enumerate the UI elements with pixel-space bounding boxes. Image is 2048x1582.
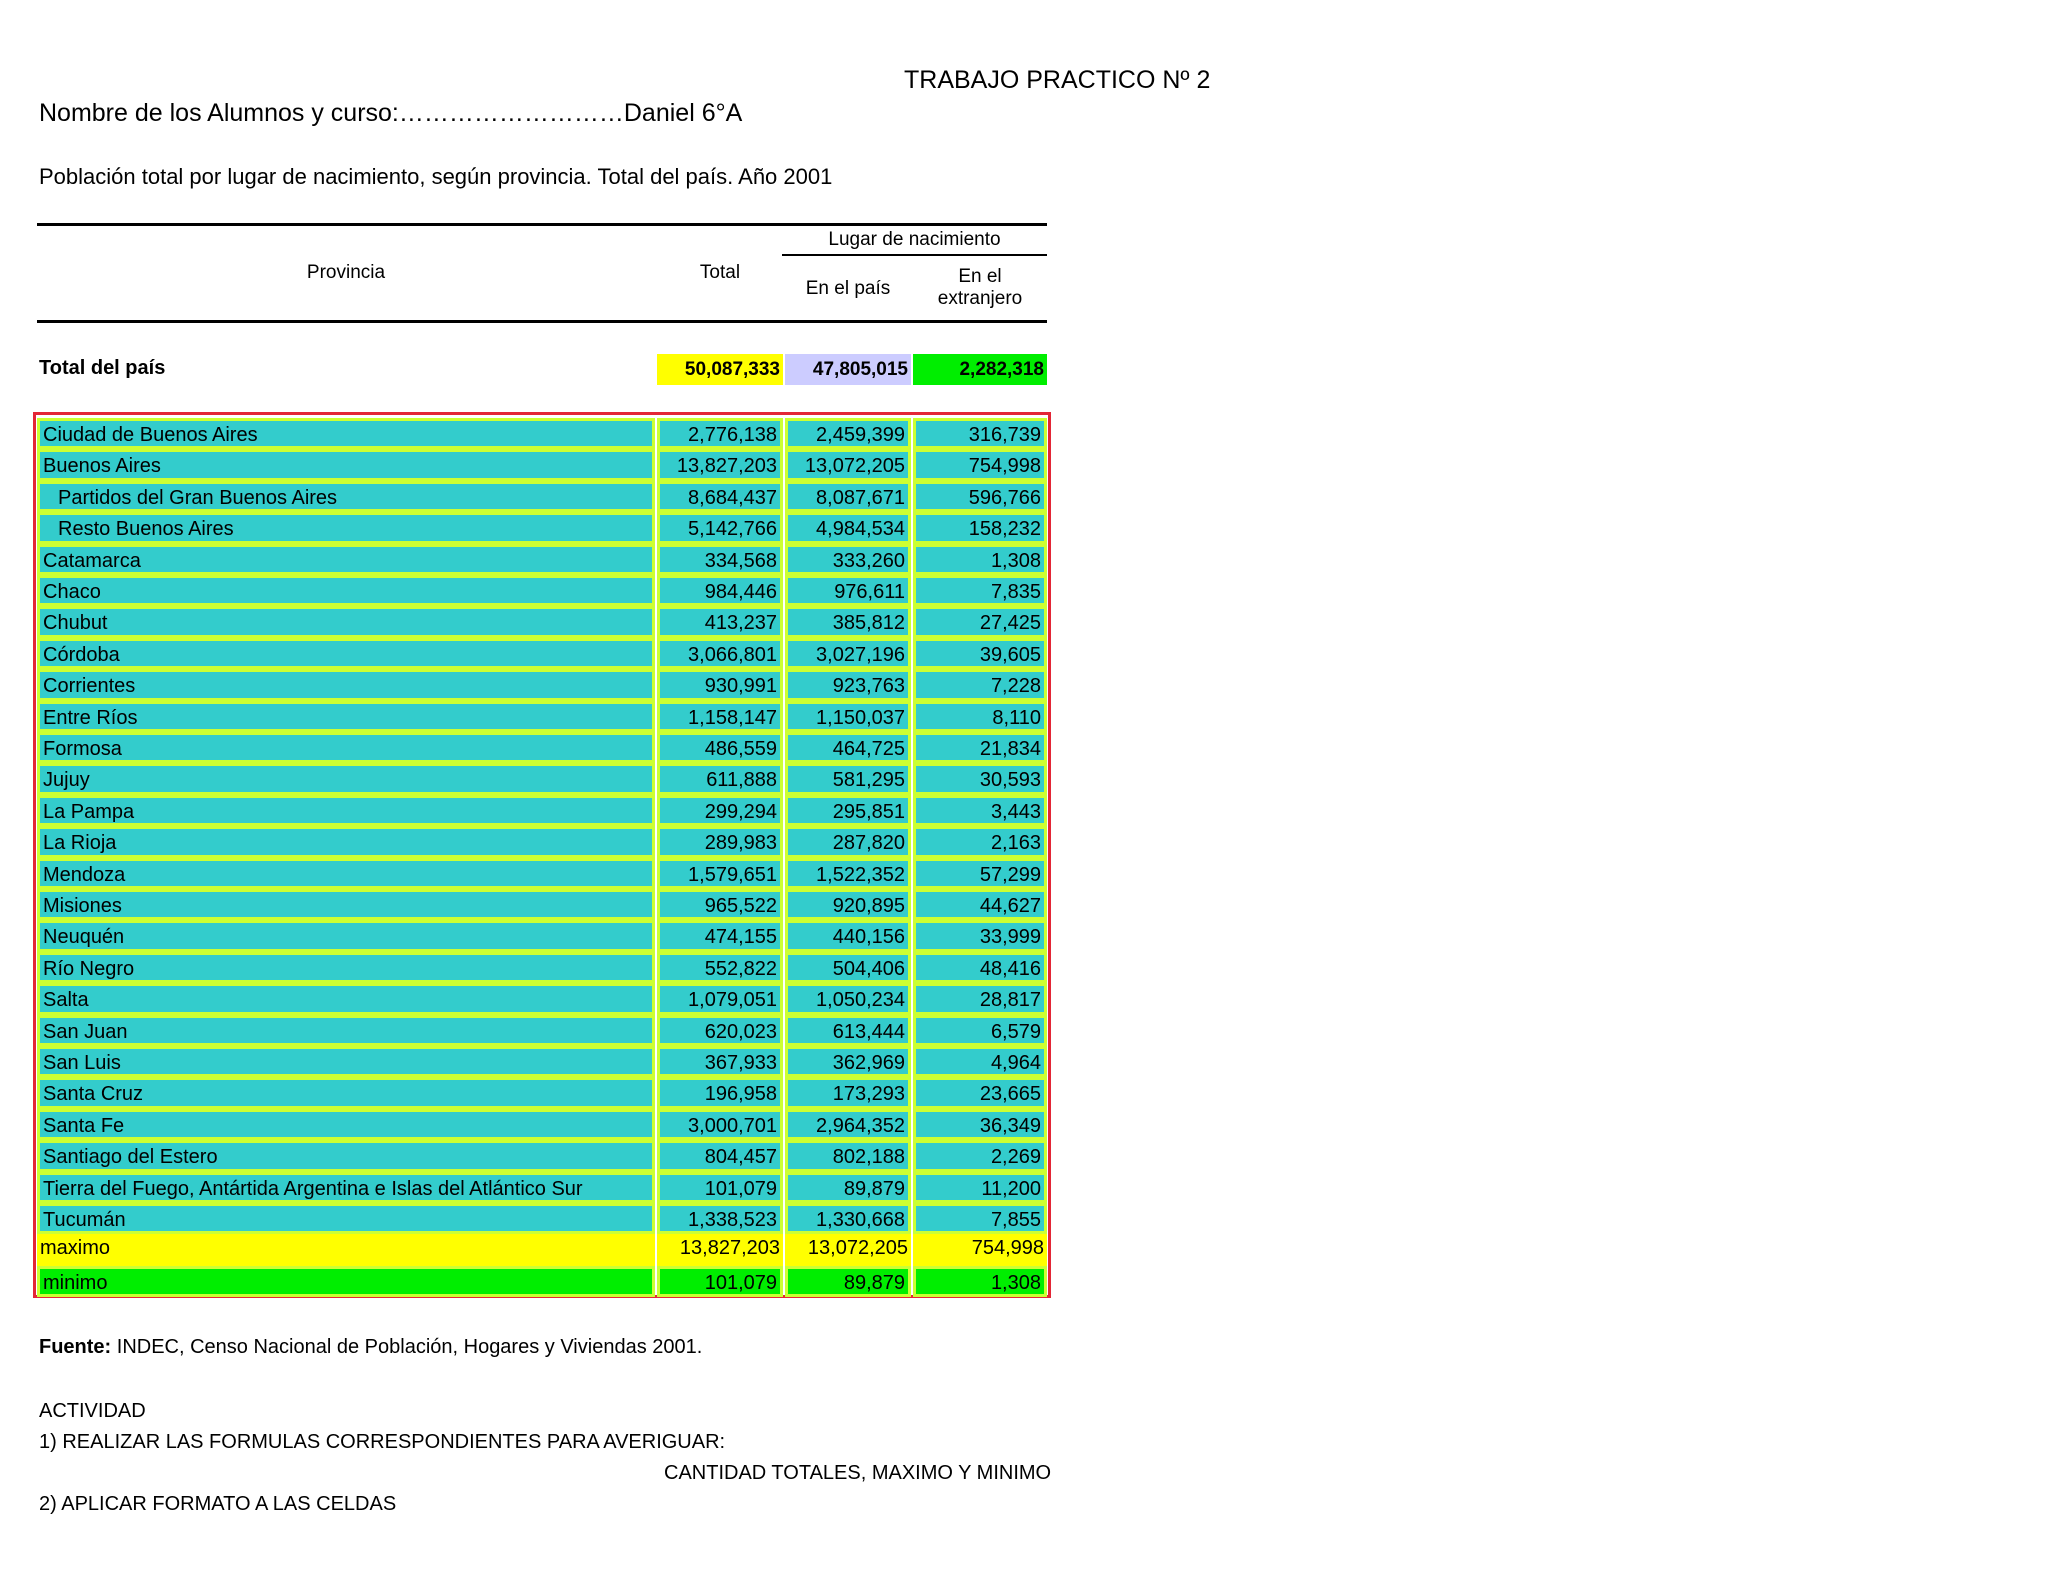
total-cell[interactable]: 413,237 <box>657 606 783 637</box>
table-row <box>37 512 1047 543</box>
table-row <box>37 418 1047 449</box>
total-cell-total[interactable]: 50,087,333 <box>657 354 783 385</box>
header-group-rule <box>782 254 1047 256</box>
column-header-en-el-pais: En el país <box>805 278 891 299</box>
total-cell[interactable]: 1,579,651 <box>657 858 783 889</box>
province-cell[interactable]: Neuquén <box>37 920 655 951</box>
province-cell[interactable]: Catamarca <box>37 544 655 575</box>
extranjero-cell[interactable]: 7,835 <box>913 575 1047 606</box>
province-cell[interactable]: Formosa <box>37 732 655 763</box>
table-row <box>37 606 1047 637</box>
activity-item-1: 1) REALIZAR LAS FORMULAS CORRESPONDIENTES PARA AVERIGUAR: <box>39 1431 726 1453</box>
extranjero-cell[interactable]: 158,232 <box>913 512 1047 543</box>
total-cell[interactable]: 13,827,203 <box>657 1234 783 1265</box>
total-cell[interactable]: 334,568 <box>657 544 783 575</box>
pais-cell[interactable]: 464,725 <box>785 732 911 763</box>
table-row <box>37 858 1047 889</box>
pais-cell[interactable]: 976,611 <box>785 575 911 606</box>
pais-cell[interactable]: 440,156 <box>785 920 911 951</box>
total-cell[interactable]: 930,991 <box>657 669 783 700</box>
extranjero-cell[interactable]: 30,593 <box>913 763 1047 794</box>
table-row <box>37 920 1047 951</box>
pais-cell[interactable]: 2,459,399 <box>785 418 911 449</box>
column-header-extranjero-line1: En el <box>958 266 1002 287</box>
extranjero-cell[interactable]: 11,200 <box>913 1172 1047 1203</box>
pais-cell[interactable]: 2,964,352 <box>785 1109 911 1140</box>
pais-cell[interactable]: 89,879 <box>785 1266 911 1297</box>
province-cell[interactable]: Santiago del Estero <box>37 1140 655 1171</box>
pais-cell[interactable]: 1,050,234 <box>785 983 911 1014</box>
extranjero-cell[interactable]: 6,579 <box>913 1015 1047 1046</box>
pais-cell[interactable]: 920,895 <box>785 889 911 920</box>
total-cell[interactable]: 620,023 <box>657 1015 783 1046</box>
pais-cell[interactable]: 3,027,196 <box>785 638 911 669</box>
extranjero-cell[interactable]: 596,766 <box>913 481 1047 512</box>
extranjero-cell[interactable]: 36,349 <box>913 1109 1047 1140</box>
total-cell[interactable]: 3,066,801 <box>657 638 783 669</box>
extranjero-cell[interactable]: 28,817 <box>913 983 1047 1014</box>
table-row <box>37 1140 1047 1171</box>
table-row <box>37 449 1047 480</box>
total-cell[interactable]: 984,446 <box>657 575 783 606</box>
header-bottom-rule <box>37 320 1047 323</box>
pais-cell[interactable]: 4,984,534 <box>785 512 911 543</box>
extranjero-cell[interactable]: 23,665 <box>913 1077 1047 1108</box>
province-cell[interactable]: Tierra del Fuego, Antártida Argentina e Islas del Atlántico Sur <box>37 1172 655 1203</box>
table-row <box>37 983 1047 1014</box>
table-row <box>37 1077 1047 1108</box>
province-cell[interactable]: Resto Buenos Aires <box>37 512 655 543</box>
table-row <box>37 1203 1047 1234</box>
total-cell[interactable]: 101,079 <box>657 1266 783 1297</box>
table-row <box>37 826 1047 857</box>
total-cell-pais[interactable]: 47,805,015 <box>785 354 911 385</box>
students-name-line: Nombre de los Alumnos y curso:………………………Daniel 6°A <box>39 99 743 127</box>
extranjero-cell[interactable]: 44,627 <box>913 889 1047 920</box>
total-cell[interactable]: 196,958 <box>657 1077 783 1108</box>
extranjero-cell[interactable]: 7,855 <box>913 1203 1047 1234</box>
column-header-provincia: Provincia <box>306 262 386 283</box>
extranjero-cell[interactable]: 27,425 <box>913 606 1047 637</box>
province-cell[interactable]: Chaco <box>37 575 655 606</box>
pais-cell[interactable]: 8,087,671 <box>785 481 911 512</box>
province-cell[interactable]: minimo <box>37 1266 655 1297</box>
extranjero-cell[interactable]: 33,999 <box>913 920 1047 951</box>
pais-cell[interactable]: 13,072,205 <box>785 449 911 480</box>
minimo-row <box>37 1266 1047 1297</box>
total-cell[interactable]: 474,155 <box>657 920 783 951</box>
column-header-extranjero-line2: extranjero <box>937 288 1023 309</box>
extranjero-cell[interactable]: 4,964 <box>913 1046 1047 1077</box>
extranjero-cell[interactable]: 57,299 <box>913 858 1047 889</box>
activity-item-2: 2) APLICAR FORMATO A LAS CELDAS <box>39 1493 397 1515</box>
activity-item-1-detail: CANTIDAD TOTALES, MAXIMO Y MINIMO <box>664 1462 1052 1484</box>
table-row <box>37 1109 1047 1140</box>
pais-cell[interactable]: 89,879 <box>785 1172 911 1203</box>
province-cell[interactable]: Ciudad de Buenos Aires <box>37 418 655 449</box>
extranjero-cell[interactable]: 7,228 <box>913 669 1047 700</box>
pais-cell[interactable]: 362,969 <box>785 1046 911 1077</box>
total-cell[interactable]: 804,457 <box>657 1140 783 1171</box>
pais-cell[interactable]: 1,150,037 <box>785 701 911 732</box>
total-cell[interactable]: 1,338,523 <box>657 1203 783 1234</box>
source-text: INDEC, Censo Nacional de Población, Hogares y Viviendas 2001. <box>111 1336 703 1358</box>
table-row <box>37 701 1047 732</box>
pais-cell[interactable]: 1,330,668 <box>785 1203 911 1234</box>
pais-cell[interactable]: 295,851 <box>785 795 911 826</box>
column-header-en-el-extranjero <box>913 266 1047 310</box>
province-cell[interactable]: Mendoza <box>37 858 655 889</box>
province-cell[interactable]: Tucumán <box>37 1203 655 1234</box>
province-cell[interactable]: maximo <box>37 1234 655 1265</box>
province-cell[interactable]: Entre Ríos <box>37 701 655 732</box>
total-cell[interactable]: 611,888 <box>657 763 783 794</box>
total-cell[interactable]: 1,079,051 <box>657 983 783 1014</box>
pais-cell[interactable]: 1,522,352 <box>785 858 911 889</box>
extranjero-cell[interactable]: 8,110 <box>913 701 1047 732</box>
province-cell[interactable]: Chubut <box>37 606 655 637</box>
maximo-row <box>37 1234 1047 1265</box>
total-del-pais-label: Total del país <box>39 357 166 379</box>
document-title: TRABAJO PRACTICO Nº 2 <box>904 66 1211 94</box>
total-cell[interactable]: 289,983 <box>657 826 783 857</box>
table-row <box>37 1172 1047 1203</box>
total-cell-extranjero[interactable]: 2,282,318 <box>913 354 1047 385</box>
extranjero-cell[interactable]: 48,416 <box>913 952 1047 983</box>
extranjero-cell[interactable]: 754,998 <box>913 1234 1047 1265</box>
total-cell[interactable]: 101,079 <box>657 1172 783 1203</box>
column-group-lugar: Lugar de nacimiento <box>828 229 1001 250</box>
total-cell[interactable]: 13,827,203 <box>657 449 783 480</box>
pais-cell[interactable]: 923,763 <box>785 669 911 700</box>
table-row <box>37 952 1047 983</box>
table-row <box>37 575 1047 606</box>
total-cell[interactable]: 486,559 <box>657 732 783 763</box>
extranjero-cell[interactable]: 21,834 <box>913 732 1047 763</box>
table-caption: Población total por lugar de nacimiento, según provincia. Total del país. Año 2001 <box>39 164 833 189</box>
pais-cell[interactable]: 504,406 <box>785 952 911 983</box>
province-cell[interactable]: Santa Cruz <box>37 1077 655 1108</box>
table-row <box>37 544 1047 575</box>
table-row <box>37 732 1047 763</box>
province-cell[interactable]: Santa Fe <box>37 1109 655 1140</box>
pais-cell[interactable]: 802,188 <box>785 1140 911 1171</box>
province-cell[interactable]: San Luis <box>37 1046 655 1077</box>
table-row <box>37 1015 1047 1046</box>
extranjero-cell[interactable]: 3,443 <box>913 795 1047 826</box>
province-cell[interactable]: San Juan <box>37 1015 655 1046</box>
total-cell[interactable]: 965,522 <box>657 889 783 920</box>
source-label: Fuente: <box>39 1336 112 1358</box>
table-row <box>37 889 1047 920</box>
table-row <box>37 638 1047 669</box>
province-cell[interactable]: La Pampa <box>37 795 655 826</box>
total-cell[interactable]: 5,142,766 <box>657 512 783 543</box>
total-cell[interactable]: 1,158,147 <box>657 701 783 732</box>
table-row <box>37 795 1047 826</box>
extranjero-cell[interactable]: 2,269 <box>913 1140 1047 1171</box>
header-top-rule <box>37 223 1047 226</box>
extranjero-cell[interactable]: 1,308 <box>913 544 1047 575</box>
pais-cell[interactable]: 173,293 <box>785 1077 911 1108</box>
total-cell[interactable]: 367,933 <box>657 1046 783 1077</box>
table-row <box>37 1046 1047 1077</box>
table-row <box>37 481 1047 512</box>
extranjero-cell[interactable]: 2,163 <box>913 826 1047 857</box>
pais-cell[interactable]: 287,820 <box>785 826 911 857</box>
province-cell[interactable]: Jujuy <box>37 763 655 794</box>
province-cell[interactable]: La Rioja <box>37 826 655 857</box>
table-row <box>37 669 1047 700</box>
column-header-total: Total <box>699 262 741 283</box>
source-note <box>39 1336 702 1359</box>
total-cell[interactable]: 552,822 <box>657 952 783 983</box>
extranjero-cell[interactable]: 39,605 <box>913 638 1047 669</box>
province-cell[interactable]: Corrientes <box>37 669 655 700</box>
extranjero-cell[interactable]: 1,308 <box>913 1266 1047 1297</box>
table-row <box>37 763 1047 794</box>
province-cell[interactable]: Río Negro <box>37 952 655 983</box>
province-cell[interactable]: Partidos del Gran Buenos Aires <box>37 481 655 512</box>
extranjero-cell[interactable]: 316,739 <box>913 418 1047 449</box>
activity-title: ACTIVIDAD <box>39 1400 146 1422</box>
province-cell[interactable]: Misiones <box>37 889 655 920</box>
pais-cell[interactable]: 385,812 <box>785 606 911 637</box>
pais-cell[interactable]: 581,295 <box>785 763 911 794</box>
province-cell[interactable]: Salta <box>37 983 655 1014</box>
province-cell[interactable]: Córdoba <box>37 638 655 669</box>
total-cell[interactable]: 299,294 <box>657 795 783 826</box>
province-cell[interactable]: Buenos Aires <box>37 449 655 480</box>
total-cell[interactable]: 2,776,138 <box>657 418 783 449</box>
total-cell[interactable]: 3,000,701 <box>657 1109 783 1140</box>
pais-cell[interactable]: 613,444 <box>785 1015 911 1046</box>
total-cell[interactable]: 8,684,437 <box>657 481 783 512</box>
pais-cell[interactable]: 333,260 <box>785 544 911 575</box>
extranjero-cell[interactable]: 754,998 <box>913 449 1047 480</box>
pais-cell[interactable]: 13,072,205 <box>785 1234 911 1265</box>
